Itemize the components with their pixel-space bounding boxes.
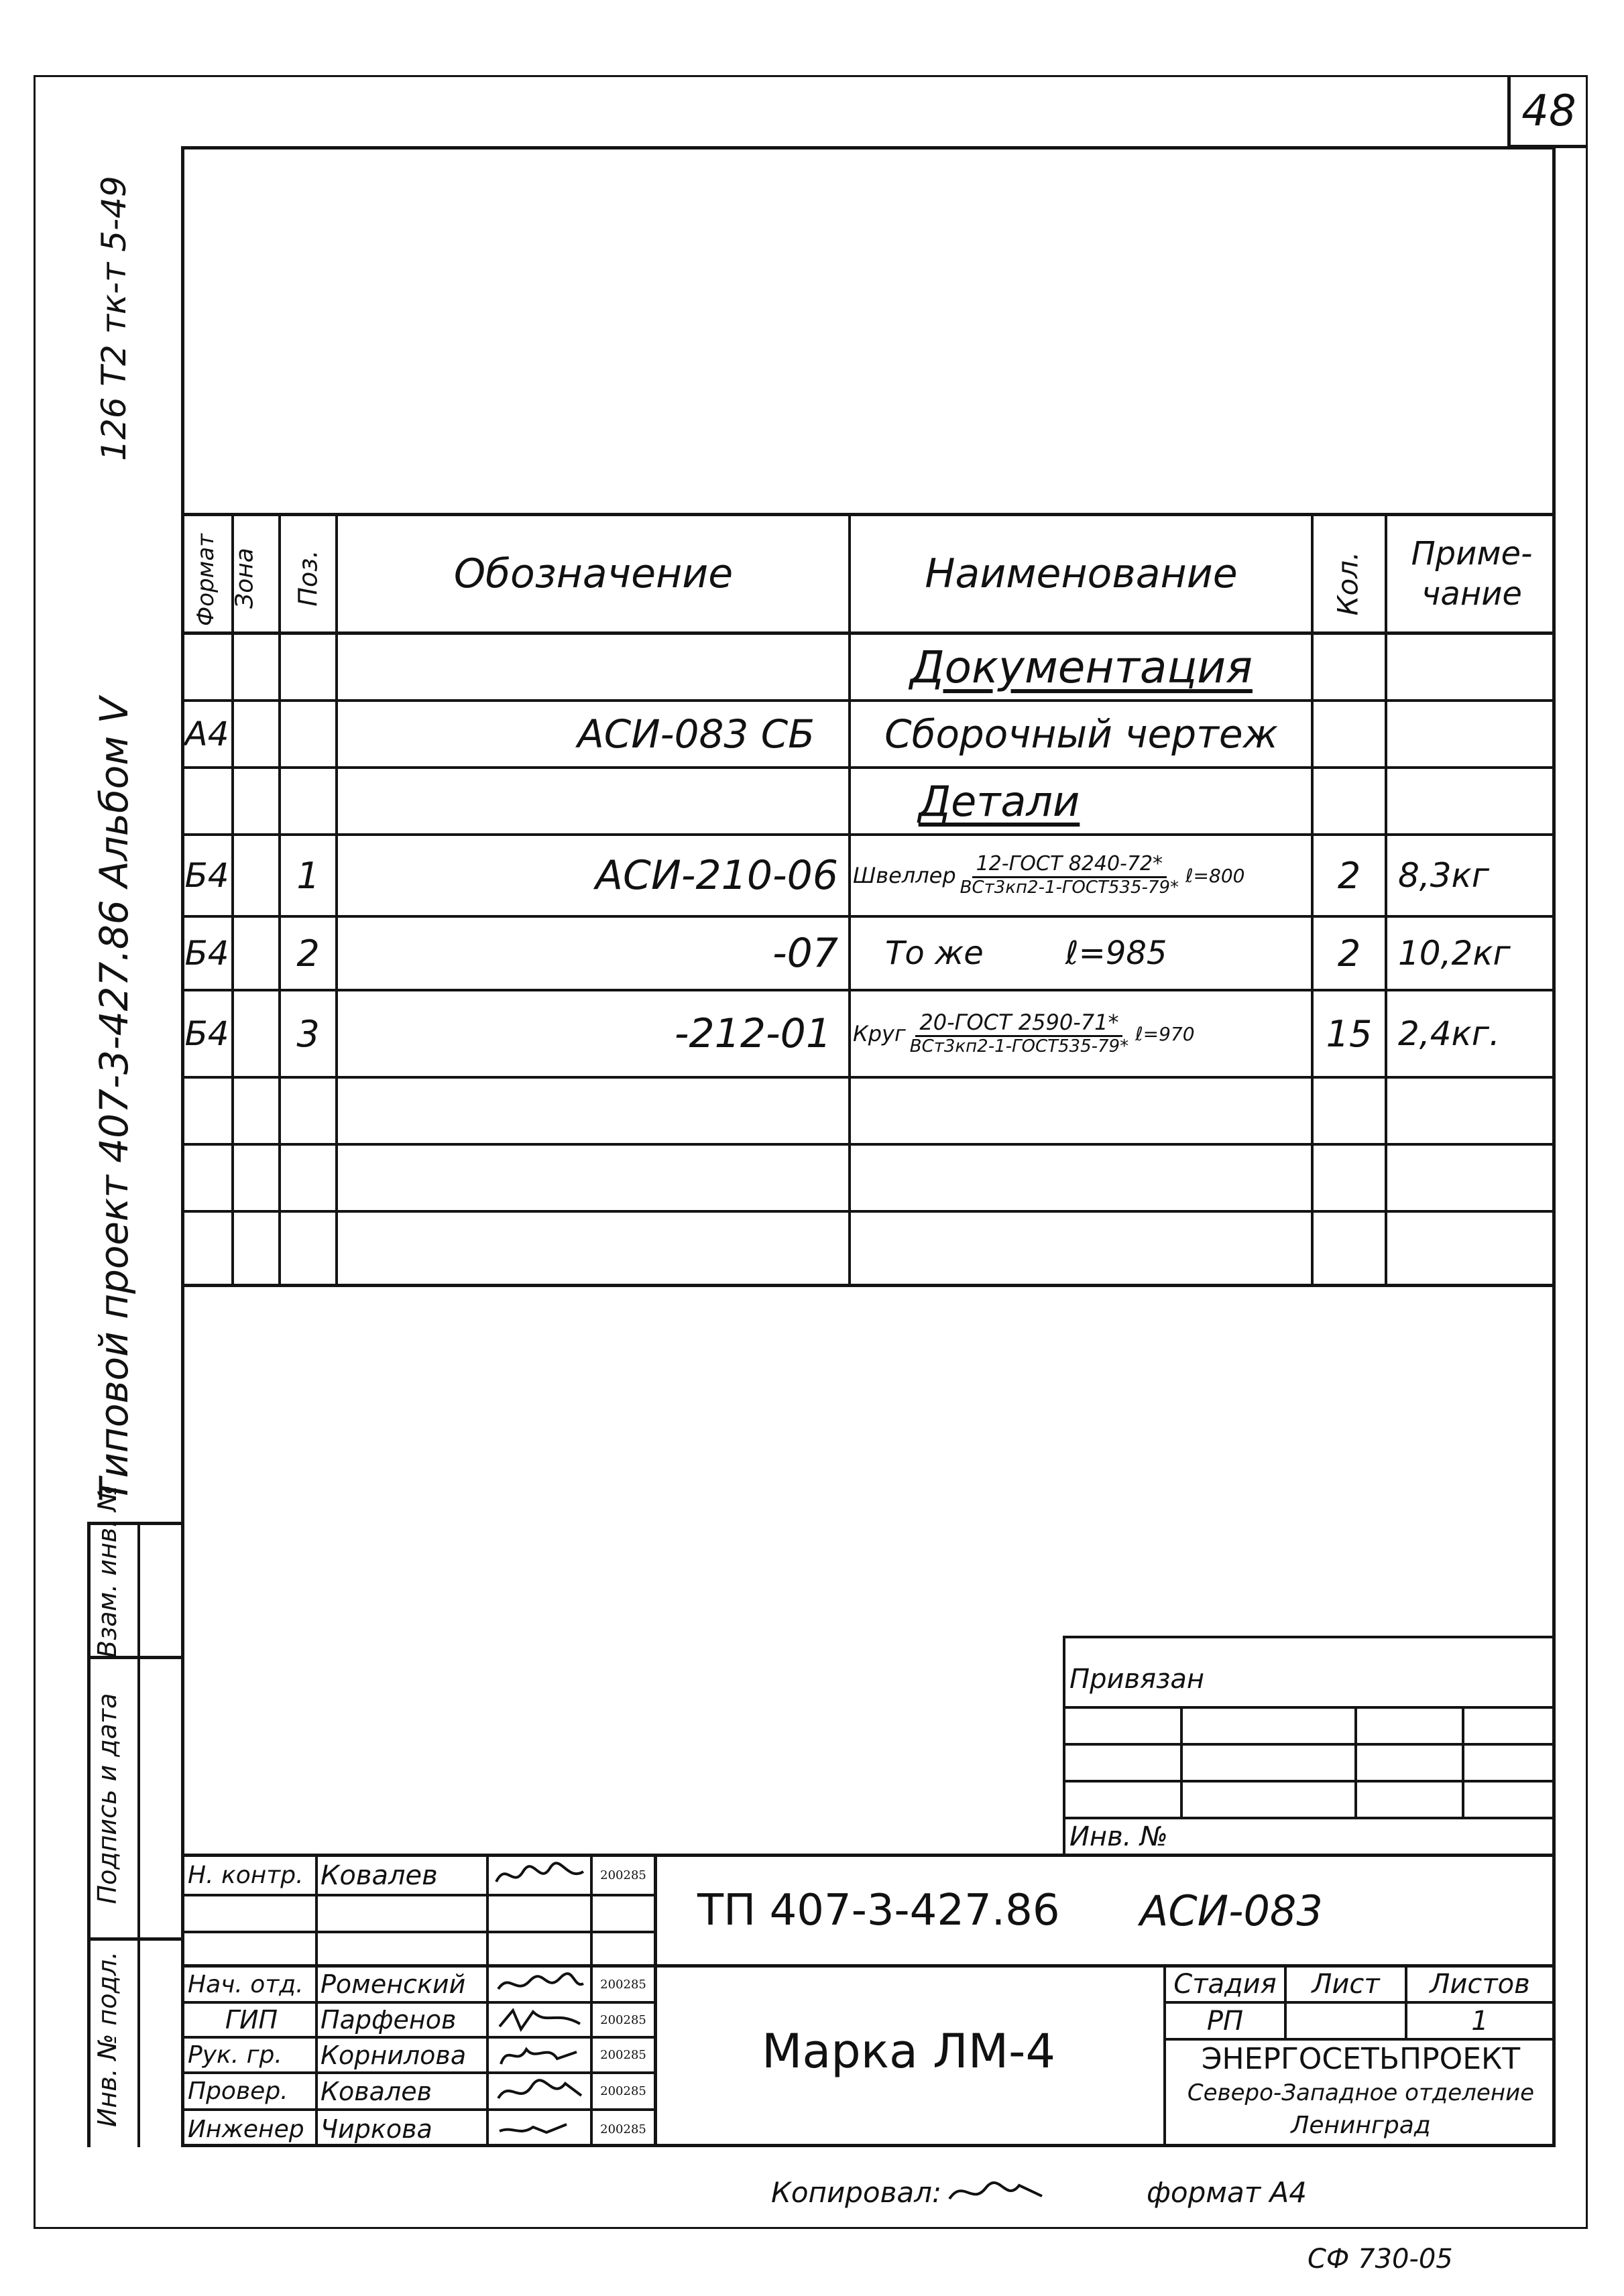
privyazan-row2 <box>1063 1743 1556 1746</box>
titleblock-row-a <box>181 1894 654 1896</box>
spec-row-designation: -212-01 <box>674 1010 831 1057</box>
spec-col-line-pos <box>335 513 338 1286</box>
signature-2-icon <box>493 1969 587 2000</box>
page-number: 48 <box>1521 86 1576 136</box>
spec-header-note: Приме- чание <box>1411 535 1533 613</box>
person-role: Рук. гр. <box>188 2041 282 2069</box>
spec-header-name: Наименование <box>925 550 1238 597</box>
person-name: Парфенов <box>321 2005 457 2035</box>
titleblock-vert-main <box>654 1854 657 2147</box>
person-date: 200285 <box>600 2048 646 2062</box>
copier-signature-icon <box>945 2172 1046 2212</box>
spec-header-zone: Зона <box>231 548 259 609</box>
titleblock-col-role <box>315 1854 318 2147</box>
spec-row-pos: 2 <box>296 932 320 975</box>
spec-row-designation: АСИ-210-06 <box>595 852 838 899</box>
titleblock-code: ТП 407-3-427.86 <box>697 1886 1060 1935</box>
spec-row-name-fraction <box>956 853 1183 898</box>
person-date: 200285 <box>600 2122 646 2136</box>
person-role: Нач. отд. <box>188 1970 304 1998</box>
spec-row-name-compound <box>853 836 1311 915</box>
org-division: Северо-Западное отделение <box>1187 2079 1535 2106</box>
side-column-right-border <box>181 1522 184 2147</box>
person-date: 200285 <box>600 2084 646 2098</box>
sheets-label: Листов <box>1430 1969 1530 2000</box>
stage-value: РП <box>1206 2005 1244 2037</box>
spec-row-pos: 1 <box>296 854 320 897</box>
privyazan-row3 <box>1063 1780 1556 1783</box>
signature-4-icon <box>493 2040 587 2069</box>
side-column-div2 <box>87 1937 184 1941</box>
footer-format: формат А4 <box>1147 2175 1307 2209</box>
spec-row-designation: -07 <box>772 930 838 977</box>
person-role: ГИП <box>225 2005 278 2035</box>
spec-col-line-format <box>231 513 234 1286</box>
signature-5-icon <box>493 2075 587 2106</box>
spec-header-pos: Поз. <box>293 550 323 607</box>
spec-header-qty: Кол. <box>1331 551 1365 616</box>
side-label-inv: Инв. № подл. <box>93 1951 122 2127</box>
spec-row-name-denominator: ВСт3кп2-1-ГОСТ535-79* <box>960 877 1179 898</box>
signature-6-icon <box>493 2112 587 2143</box>
spec-row-name-suffix: ℓ=800 <box>1185 864 1245 887</box>
spec-row-name: Сборочный чертеж <box>884 711 1278 757</box>
spec-row-note: 8,3кг <box>1398 856 1489 895</box>
stage-label: Стадия <box>1173 1969 1277 2000</box>
privyazan-col1 <box>1180 1706 1183 1817</box>
spec-row-line-9 <box>181 1284 1556 1287</box>
footer-code: СФ 730-05 <box>1308 2244 1453 2275</box>
spec-col-line-qty <box>1385 513 1387 1286</box>
stage-block-row2 <box>1163 2038 1556 2041</box>
privyazan-inv: Инв. № <box>1069 1821 1168 1852</box>
spec-row-name-fraction <box>906 1010 1133 1057</box>
person-date: 200285 <box>600 1977 646 1992</box>
spec-row-qty: 2 <box>1337 932 1361 975</box>
person-date: 200285 <box>600 2012 646 2027</box>
person-role: Провер. <box>188 2077 288 2105</box>
spec-header-format: Формат <box>192 534 219 626</box>
spec-row-note: 10,2кг <box>1398 934 1511 973</box>
inner-frame <box>181 146 1556 2147</box>
spec-row-qty: 15 <box>1326 1012 1373 1055</box>
spec-row-note: 2,4кг. <box>1398 1014 1500 1053</box>
person-name: Чиркова <box>321 2114 432 2144</box>
person-date: 200285 <box>600 1868 646 1882</box>
signature-1-icon <box>493 1858 587 1892</box>
spec-row-designation: АСИ-083 СБ <box>577 711 815 757</box>
side-column-inner-div <box>137 1522 140 2147</box>
titleblock-sheet-name: Марка ЛМ-4 <box>762 2024 1055 2079</box>
person-name: Роменский <box>321 1970 466 1999</box>
spec-row-name-prefix: Швеллер <box>853 863 956 888</box>
spec-header-designation: Обозначение <box>453 550 734 597</box>
titleblock-col-name <box>486 1854 489 2147</box>
left-margin-main-title: Типовой проект 407-3-427.86 Альбом V <box>91 697 137 1502</box>
left-margin-top-code: 126 Т2 тк-т 5-49 <box>95 176 133 461</box>
person-role: Инженер <box>188 2115 304 2143</box>
person-name: Корнилова <box>321 2040 467 2070</box>
privyazan-top <box>1063 1636 1556 1638</box>
person-name: Ковалев <box>321 2076 432 2106</box>
privyazan-col2 <box>1354 1706 1357 1817</box>
spec-row-line-6 <box>181 1076 1556 1079</box>
side-label-vzam: Взам. инв. № <box>93 1484 122 1658</box>
sheet-value <box>1287 2004 1405 2038</box>
spec-row-name-prefix: Круг <box>853 1021 906 1046</box>
person-name: Ковалев <box>321 1860 438 1891</box>
spec-row-name: Документация <box>910 641 1253 693</box>
spec-row-name-suffix: ℓ=970 <box>1135 1022 1195 1045</box>
spec-row-pos: 3 <box>296 1012 320 1055</box>
spec-row-line-7 <box>181 1143 1556 1146</box>
org-name: ЭНЕРГОСЕТЬПРОЕКТ <box>1201 2041 1521 2076</box>
privyazan-row1 <box>1063 1706 1556 1709</box>
spec-row-format: Б4 <box>184 934 229 973</box>
person-role: Н. контр. <box>188 1862 304 1889</box>
org-city: Ленинград <box>1291 2111 1431 2139</box>
spec-row-line-8 <box>181 1210 1556 1213</box>
spec-row-name-numerator: 12-ГОСТ 8240-72* <box>972 853 1167 878</box>
sheet-label: Лист <box>1312 1969 1380 2000</box>
spec-row-format: А4 <box>184 715 229 753</box>
spec-row-name-numerator: 20-ГОСТ 2590-71* <box>915 1010 1122 1037</box>
spec-row-name: Детали <box>918 776 1080 826</box>
spec-row-format: Б4 <box>184 856 229 895</box>
titleblock-mark: АСИ-083 <box>1140 1886 1323 1935</box>
spec-row-name: То же ℓ=985 <box>885 934 1167 972</box>
side-label-podpis: Подпись и дата <box>93 1693 122 1905</box>
titleblock-row-b <box>181 1931 654 1933</box>
privyazan-title: Привязан <box>1069 1664 1205 1695</box>
sheets-value: 1 <box>1471 2005 1489 2037</box>
spec-row-format: Б4 <box>184 1014 229 1053</box>
spec-row-name-compound <box>853 991 1311 1076</box>
signature-3-icon <box>493 2005 587 2035</box>
footer-copied: Копировал: <box>771 2175 942 2209</box>
spec-col-line-designation <box>848 513 851 1286</box>
spec-row-qty: 2 <box>1337 854 1361 897</box>
privyazan-col3 <box>1462 1706 1464 1817</box>
spec-row-name-denominator: ВСт3кп2-1-ГОСТ535-79* <box>909 1036 1129 1056</box>
